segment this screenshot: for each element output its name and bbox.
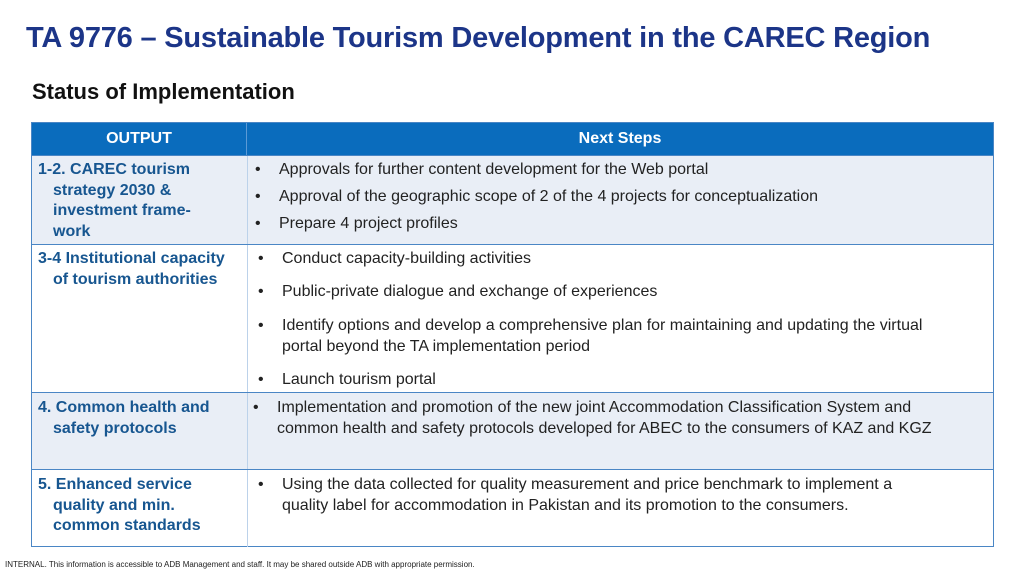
table-row — [32, 469, 993, 547]
output-line: safety protocols — [53, 419, 177, 437]
status-table — [31, 122, 994, 547]
table-row — [32, 244, 993, 392]
table-header — [32, 123, 993, 155]
output-line: work — [53, 222, 91, 240]
output-line: common standards — [53, 517, 201, 534]
output-line: investment frame- — [53, 202, 191, 219]
step-item: • Approval of the geographic scope of 2 of the 4 projects for conceptualization — [255, 188, 819, 205]
slide-title: TA 9776 – Sustainable Tourism Development in the CAREC Region — [26, 22, 931, 54]
step-item: • Approvals for further content development for the Web portal — [255, 161, 709, 178]
output-line: quality and min. — [53, 496, 175, 514]
step-item: • Using the data collected for quality measurement and price benchmark to implement a quality label for accommodation in Pakistan and its promotion to the consumers. — [258, 476, 893, 514]
output-line: of tourism authorities — [53, 270, 218, 288]
output-line: 3-4 Institutional capacity — [38, 250, 225, 267]
table-row — [32, 155, 993, 244]
output-line: 5. Enhanced service — [38, 476, 192, 493]
output-cell — [38, 398, 243, 439]
step-item: • Public-private dialogue and exchange of experiences — [258, 283, 658, 300]
table-row — [32, 392, 993, 469]
output-line: strategy 2030 & — [53, 181, 172, 199]
step-item: • Launch tourism portal — [258, 371, 436, 388]
output-cell — [38, 160, 243, 242]
output-cell — [38, 249, 243, 290]
header-output: OUTPUT — [32, 123, 247, 155]
output-line: 1-2. CAREC tourism — [38, 161, 191, 178]
output-cell — [38, 475, 243, 537]
step-item: • Identify options and develop a comprehensive plan for maintaining and updating the virtual portal beyond the TA implementation period — [258, 317, 923, 355]
step-item: • Implementation and promotion of the new joint Accommodation Classification System and common health and safety protocols developed for ABEC to the consumers of KAZ and KGZ — [253, 399, 932, 437]
output-line: 4. Common health and — [38, 399, 210, 416]
slide-subtitle: Status of Implementation — [32, 79, 295, 104]
step-item: • Prepare 4 project profiles — [255, 215, 458, 232]
footer-disclaimer: INTERNAL. This information is accessible to ADB Management and staff. It may be shared outside ADB with appropriate permission. — [5, 560, 475, 569]
step-item: • Conduct capacity-building activities — [258, 250, 532, 267]
header-next-steps: Next Steps — [578, 130, 662, 147]
